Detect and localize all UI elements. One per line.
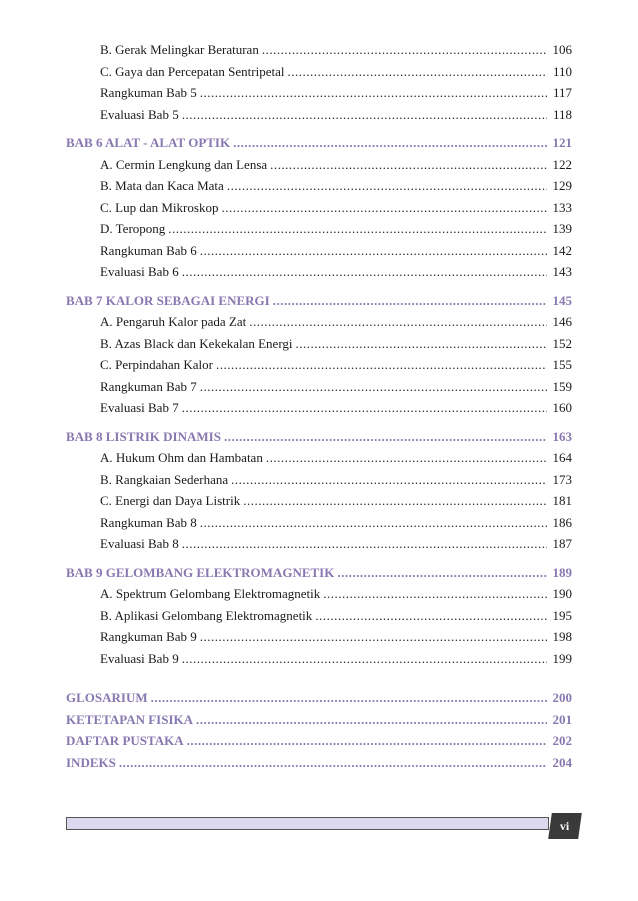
- toc-entry-label: BAB 7 KALOR SEBAGAI ENERGI: [66, 292, 270, 308]
- dot-leader: [119, 755, 547, 771]
- toc-page-number: 122: [552, 156, 572, 172]
- toc-entry-row[interactable]: [66, 314, 572, 336]
- toc-entry-label: BAB 6 ALAT - ALAT OPTIK: [66, 135, 231, 150]
- toc-entry-row[interactable]: [66, 64, 572, 86]
- dot-leader: [187, 733, 547, 749]
- toc-page-number: 181: [552, 493, 572, 508]
- dot-leader: [262, 42, 547, 58]
- toc-entry-label: C. Perpindahan Kalor: [100, 357, 214, 372]
- toc-entry-label: BAB 8 LISTRIK DINAMIS: [66, 428, 221, 444]
- toc-page-number: 118: [552, 106, 572, 122]
- toc-entry-row[interactable]: [66, 221, 572, 243]
- toc-page-number: 139: [552, 221, 572, 236]
- toc-page-number: 187: [552, 536, 572, 551]
- dot-leader: [231, 472, 547, 488]
- toc-page-number: 117: [552, 85, 572, 100]
- section-gap: [66, 422, 572, 429]
- toc-entry-label: C. Energi dan Daya Listrik: [100, 493, 241, 508]
- toc-entry-label: Evaluasi Bab 9: [100, 650, 179, 666]
- toc-page-number: 129: [552, 178, 572, 193]
- toc-entry-row[interactable]: [66, 629, 572, 651]
- toc-page-number: 173: [552, 471, 572, 487]
- dot-leader: [323, 586, 547, 602]
- dot-leader: [337, 565, 547, 581]
- toc-entry-label: B. Azas Black dan Kekekalan Energi: [100, 335, 293, 351]
- toc-chapter-row[interactable]: [66, 293, 572, 315]
- section-gap: [66, 286, 572, 293]
- dot-leader: [266, 450, 547, 466]
- toc-page-number: 202: [552, 733, 572, 748]
- toc-entry-row[interactable]: [66, 200, 572, 222]
- toc-entry-row[interactable]: [66, 157, 572, 179]
- toc-page-number: 159: [552, 378, 572, 394]
- toc-entry-label: A. Spektrum Gelombang Elektromagnetik: [100, 586, 321, 601]
- toc-entry-label: B. Mata dan Kaca Mata: [100, 178, 224, 193]
- toc-entry-row[interactable]: [66, 608, 572, 630]
- toc-page-number: 199: [552, 650, 572, 666]
- toc-entry-label: Rangkuman Bab 7: [100, 378, 197, 394]
- toc-page-number: 201: [552, 711, 572, 727]
- page-number: vi: [560, 818, 570, 833]
- dot-leader: [216, 357, 547, 373]
- toc-entry-row[interactable]: [66, 107, 572, 129]
- toc-page-number: 190: [552, 586, 572, 601]
- dot-leader: [168, 221, 547, 237]
- toc-entry-row[interactable]: [66, 493, 572, 515]
- toc-page-number: 163: [552, 428, 572, 444]
- toc-entry-label: A. Cermin Lengkung dan Lensa: [100, 156, 268, 172]
- toc-entry-label: B. Rangkaian Sederhana: [100, 471, 229, 487]
- toc-entry-label: B. Gerak Melingkar Beraturan: [100, 42, 259, 57]
- toc-entry-row[interactable]: [66, 536, 572, 558]
- toc-entry-label: INDEKS: [66, 754, 116, 770]
- toc-entry-row[interactable]: [66, 85, 572, 107]
- toc-entry-row[interactable]: [66, 400, 572, 422]
- toc-entry-label: C. Gaya dan Percepatan Sentripetal: [100, 63, 285, 79]
- toc-entry-label: D. Teropong: [100, 221, 166, 236]
- toc-chapter-row[interactable]: [66, 712, 572, 734]
- toc-page-number: 106: [552, 42, 572, 57]
- toc-entry-row[interactable]: [66, 472, 572, 494]
- toc-entry-row[interactable]: [66, 357, 572, 379]
- toc-entry-label: Rangkuman Bab 8: [100, 514, 197, 530]
- dot-leader: [287, 64, 547, 80]
- dot-leader: [151, 690, 547, 706]
- toc-entry-label: C. Lup dan Mikroskop: [100, 199, 219, 215]
- toc-page-number: 121: [552, 135, 572, 150]
- dot-leader: [315, 608, 547, 624]
- toc-page-number: 146: [552, 314, 572, 329]
- toc-entry-label: B. Aplikasi Gelombang Elektromagnetik: [100, 607, 313, 623]
- toc-page-number: 142: [552, 242, 572, 258]
- dot-leader: [270, 157, 547, 173]
- toc-chapter-row[interactable]: [66, 755, 572, 777]
- toc-entry-label: Evaluasi Bab 5: [100, 106, 179, 122]
- dot-leader: [182, 536, 547, 552]
- toc-page-number: 143: [552, 264, 572, 279]
- toc-entry-row[interactable]: [66, 178, 572, 200]
- dot-leader: [296, 336, 547, 352]
- toc-entry-label: Evaluasi Bab 8: [100, 536, 179, 551]
- toc-entry-row[interactable]: [66, 264, 572, 286]
- toc-chapter-row[interactable]: [66, 690, 572, 712]
- toc-entry-label: A. Hukum Ohm dan Hambatan: [100, 450, 263, 465]
- toc-page-number: 204: [552, 754, 572, 770]
- dot-leader: [196, 712, 547, 728]
- toc-entry-row[interactable]: [66, 651, 572, 673]
- toc-entry-label: Rangkuman Bab 6: [100, 242, 197, 258]
- toc-entry-row[interactable]: [66, 42, 572, 64]
- toc-chapter-row[interactable]: [66, 733, 572, 755]
- footer-bar: [66, 817, 549, 830]
- dot-leader: [200, 629, 547, 645]
- toc-entry-row[interactable]: [66, 450, 572, 472]
- dot-leader: [249, 314, 547, 330]
- toc-page-number: 195: [552, 607, 572, 623]
- toc-entry-label: GLOSARIUM: [66, 690, 148, 705]
- toc-entry-label: A. Pengaruh Kalor pada Zat: [100, 314, 247, 329]
- toc-entry-label: BAB 9 GELOMBANG ELEKTROMAGNETIK: [66, 564, 335, 580]
- dot-leader: [182, 651, 547, 667]
- section-gap: [66, 558, 572, 565]
- section-gap: [66, 128, 572, 135]
- dot-leader: [200, 243, 547, 259]
- section-gap: [66, 672, 572, 690]
- toc-entry-label: Rangkuman Bab 5: [100, 85, 197, 100]
- dot-leader: [227, 178, 547, 194]
- toc-page-number: 133: [552, 199, 572, 215]
- toc-page-number: 198: [552, 629, 572, 644]
- toc-entry-row[interactable]: [66, 243, 572, 265]
- toc-chapter-row[interactable]: [66, 429, 572, 451]
- toc-page-number: 189: [552, 564, 572, 580]
- toc-page-number: 152: [552, 335, 572, 351]
- dot-leader: [273, 293, 547, 309]
- toc-page-number: 155: [552, 357, 572, 372]
- toc-entry-row[interactable]: [66, 379, 572, 401]
- dot-leader: [200, 379, 547, 395]
- page-number-badge: [548, 813, 582, 839]
- toc-entry-row[interactable]: [66, 586, 572, 608]
- toc-entry-row[interactable]: [66, 515, 572, 537]
- toc-entry-label: Rangkuman Bab 9: [100, 629, 197, 644]
- dot-leader: [224, 429, 547, 445]
- dot-leader: [182, 264, 547, 280]
- dot-leader: [233, 135, 547, 151]
- toc-page-number: 110: [552, 63, 572, 79]
- toc-chapter-row[interactable]: [66, 135, 572, 157]
- dot-leader: [200, 85, 547, 101]
- toc-page-number: 145: [552, 292, 572, 308]
- toc-entry-label: Evaluasi Bab 6: [100, 264, 179, 279]
- dot-leader: [221, 200, 547, 216]
- toc-page-number: 164: [552, 450, 572, 465]
- table-of-contents: [66, 42, 572, 776]
- toc-entry-row[interactable]: [66, 336, 572, 358]
- dot-leader: [200, 515, 547, 531]
- dot-leader: [182, 400, 547, 416]
- toc-entry-label: DAFTAR PUSTAKA: [66, 733, 184, 748]
- toc-page-number: 200: [552, 690, 572, 705]
- toc-page-number: 186: [552, 514, 572, 530]
- toc-entry-label: KETETAPAN FISIKA: [66, 711, 194, 727]
- dot-leader: [182, 107, 547, 123]
- toc-page-number: 160: [552, 400, 572, 415]
- toc-chapter-row[interactable]: [66, 565, 572, 587]
- toc-entry-label: Evaluasi Bab 7: [100, 400, 179, 415]
- dot-leader: [243, 493, 547, 509]
